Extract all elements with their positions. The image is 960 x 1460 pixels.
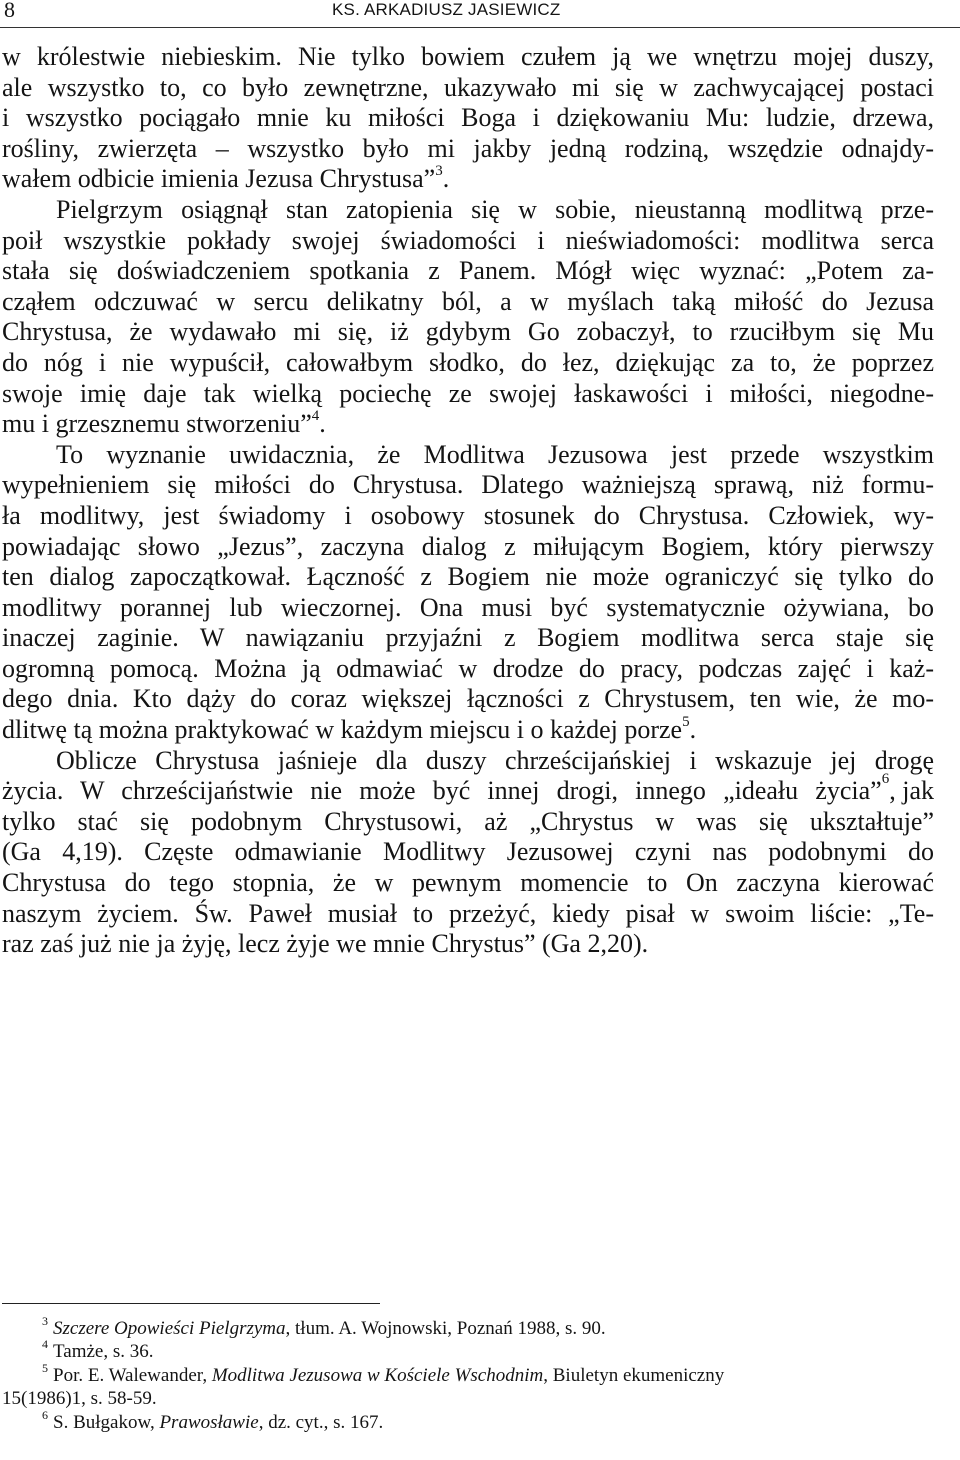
text-span: , jak bbox=[889, 776, 934, 806]
text-line: ale wszystko to, co było zewnętrzne, ukazywało mi się w zachwycającej postaci bbox=[2, 72, 934, 102]
text-line: dego dnia. Kto dąży do coraz większej łączności z Chrystusem, ten wie, że mo- bbox=[2, 684, 934, 714]
text-line: (Ga 4,19). Częste odmawianie Modlitwy Jezusowej czyni nas podobnymi do bbox=[2, 837, 934, 867]
text-line: poił wszystkie pokłady swojej świadomości i nieświadomości: modlitwa serca bbox=[2, 225, 934, 255]
text-line: swoje imię daje tak wielką pociechę ze swojej łaskawości i miłości, niegodne- bbox=[2, 378, 934, 408]
footnote-4 bbox=[2, 1337, 934, 1363]
footnote-number: 5 bbox=[42, 1360, 48, 1375]
text-line bbox=[2, 771, 934, 807]
text-line: Chrystusa, że wydawało mi się, iż gdybym Go zobaczył, to rzuciłbym się Mu bbox=[2, 317, 934, 347]
footnote-ref-4[interactable]: 4 bbox=[311, 408, 320, 425]
footnote-ref-5[interactable]: 5 bbox=[682, 714, 690, 731]
text-line: ten dialog zapoczątkował. Łączność z Bogiem nie może ograniczyć się tylko do bbox=[2, 562, 934, 592]
text-span: . bbox=[319, 409, 326, 439]
page-header bbox=[0, 0, 960, 30]
citation-text: , Biuletyn ekumeniczny bbox=[543, 1364, 725, 1386]
citation-text: S. Bułgakow, bbox=[53, 1411, 160, 1433]
text-line: ogromną pomocą. Można ją odmawiać w drodze do pracy, podczas zajęć i każ- bbox=[2, 653, 934, 683]
footnote-ref-6[interactable]: 6 bbox=[881, 771, 890, 788]
footnote-separator bbox=[2, 1303, 380, 1304]
footnote-number: 4 bbox=[42, 1337, 48, 1352]
text-line bbox=[2, 409, 934, 440]
text-line: stała się doświadczeniem spotkania z Panem. Mógł więc wyznać: „Potem za- bbox=[2, 256, 934, 286]
footnote-number: 3 bbox=[42, 1314, 48, 1328]
text-line: cząłem odczuwać w sercu delikatny ból, a w myślach taką miłość do Jezusa bbox=[2, 286, 934, 316]
citation-text: , tłum. A. Wojnowski, Poznań 1988, s. 90. bbox=[285, 1318, 606, 1339]
footnote-5 bbox=[2, 1360, 934, 1387]
text-line: modlitwy porannej lub wieczornej. Ona musi być systematycznie ożywiana, bo bbox=[2, 592, 934, 622]
text-line: rośliny, zwierzęta – wszystko było mi jakby jedną rodziną, wszędzie odnajdy- bbox=[2, 133, 934, 163]
body-text bbox=[2, 42, 934, 960]
page-number: 8 bbox=[4, 0, 15, 22]
footnote-5-continued: 15(1986)1, s. 58-59. bbox=[2, 1388, 157, 1410]
text-line: Chrystusa do tego stopnia, że w pewnym momencie to On zaczyna kierować bbox=[2, 868, 934, 898]
footnote-6 bbox=[2, 1407, 934, 1434]
footnote-3 bbox=[2, 1314, 934, 1340]
text-span: wałem odbicie imienia Jezusa Chrystusa” bbox=[2, 164, 436, 194]
citation-text: Por. E. Walewander, bbox=[53, 1364, 212, 1386]
text-line: raz zaś już nie ja żyję, lecz żyje we mnie Chrystus” (Ga 2,20). bbox=[2, 929, 649, 959]
text-line: powiadając słowo „Jezus”, zaczyna dialog z miłującym Bogiem, który pierwszy bbox=[2, 531, 934, 561]
cited-title: Modlitwa Jezusowa w Kościele Wschodnim bbox=[211, 1364, 544, 1386]
text-span: . bbox=[689, 715, 697, 745]
footnotes bbox=[2, 1314, 934, 1434]
text-span: dlitwę tą można praktykować w każdym miejscu i o każdej porze bbox=[2, 715, 683, 745]
cited-title: Prawosławie bbox=[159, 1411, 259, 1433]
citation-text: Tamże, s. 36. bbox=[53, 1341, 154, 1363]
text-line bbox=[2, 164, 934, 195]
text-line: Oblicze Chrystusa jaśnieje dla duszy chrześcijańskiej i wskazuje jej drogę bbox=[56, 745, 934, 775]
text-line: naszym życiem. Św. Paweł musiał to przeżyć, kiedy pisał w swoim liście: „Te- bbox=[2, 898, 934, 928]
text-line: tylko stać się podobnym Chrystusowi, aż „Chrystus w was się ukształtuje” bbox=[2, 806, 934, 836]
text-line: inaczej zaginie. W nawiązaniu przyjaźni z Bogiem modlitwa serca staje się bbox=[2, 623, 934, 653]
text-span: . bbox=[442, 164, 450, 194]
cited-title: Szczere Opowieści Pielgrzyma bbox=[53, 1318, 286, 1339]
text-line: w królestwie niebieskim. Nie tylko bowiem czułem ją we wnętrzu mojej duszy, bbox=[2, 42, 934, 71]
text-line: wypełnieniem się miłości do Chrystusa. Dlatego ważniejszą sprawą, niż formu- bbox=[2, 470, 934, 500]
text-line: do nóg i nie wypuścił, całowałbym słodko, do łez, dziękując za to, że poprzez bbox=[2, 347, 934, 377]
running-head: KS. ARKADIUSZ JASIEWICZ bbox=[332, 0, 561, 19]
text-line: Pielgrzym osiągnął stan zatopienia się w sobie, nieustanną modlitwą prze- bbox=[56, 194, 934, 224]
header-rule bbox=[0, 27, 960, 28]
text-span: życia. W chrześcijaństwie nie może być innej drogi, innego „ideału życia” bbox=[2, 776, 882, 806]
footnote-ref-3[interactable]: 3 bbox=[435, 163, 443, 180]
text-line: ła modlitwy, jest świadomy i osobowy stosunek do Chrystusa. Człowiek, wy- bbox=[2, 500, 934, 530]
citation-text: , dz. cyt., s. 167. bbox=[258, 1411, 384, 1433]
text-line: i wszystko pociągało mnie ku miłości Boga i dziękowaniu Mu: ludzie, drzewa, bbox=[2, 103, 934, 133]
text-line bbox=[2, 715, 934, 746]
text-line: To wyznanie uwidacznia, że Modlitwa Jezusowa jest przede wszystkim bbox=[56, 439, 934, 469]
footnote-number: 6 bbox=[42, 1407, 48, 1422]
text-span: mu i grzesznemu stworzeniu” bbox=[2, 409, 312, 439]
